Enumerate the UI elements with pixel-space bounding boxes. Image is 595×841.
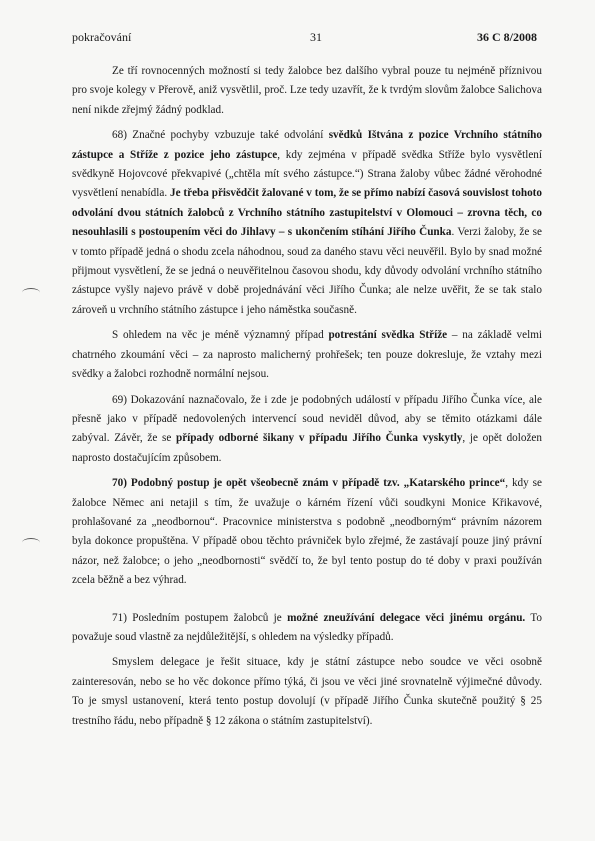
- bold-text: možné zneužívání delegace věci jinému orgánu.: [287, 611, 526, 624]
- paragraph: [72, 391, 542, 469]
- bold-text: potrestání svědka Stříže: [328, 329, 448, 342]
- page-number: 31: [310, 30, 322, 44]
- page-header: [72, 30, 537, 46]
- paragraph: [72, 474, 542, 590]
- document-body: [72, 62, 542, 737]
- text-segment: Ze tří rovnocenných možností si tedy žalobce bez dalšího vybral pouze tu nejméně příznivou pro svoje kolegy v Přerově, aniž vysvětlil, proč. Lze tedy uzavřít, že k tvrdým slovům žalobce Salichova není nikde zřejmý žádný podklad.: [72, 65, 542, 116]
- paragraph: [72, 62, 542, 120]
- text-segment: Smyslem delegace je řešit situace, kdy je státní zástupce nebo soudce ve věci osobně zainteresován, nebo se ho věc dokonce přímo týká, či jsou ve věci jiné srovnatelně výjimečné důvody. To je smysl ustanovení, která tento postup dovolují (v případě Jiřího Čunka skutečně použitý § 25 trestního řádu, nebo případně § 12 zákona o státním zastupitelství).: [72, 656, 542, 727]
- text-segment: . Verzi žaloby, že se v tomto případě jedná o shodu zcela náhodnou, soud za daného stavu věci neuvěřil. Bylo by snad možné přijmout vysvětlení, že se jedná o neuvěřitelnou časovou shodu, kdy důvody odvolání vrchního státního zástupce vyšly najevo právě v době projednávání věci Jiřího Čunka; ale nelze uvěřit, že se tak stalo zároveň u vrchního státního zástupce i jeho náměstka současně.: [72, 226, 542, 316]
- margin-mark: [22, 288, 40, 297]
- paragraph: [72, 126, 542, 320]
- case-number: 36 C 8/2008: [477, 30, 537, 44]
- bold-text: svědků Ištvána z pozice Vrchního státního zástupce a Stříže z pozice jeho zástupce: [72, 129, 542, 161]
- bold-text: Je třeba přisvědčit žalované v tom, že se přímo nabízí časová souvislost tohoto odvolání dvou státních žalobců z Vrchního státního zastupitelství v Olomouci – zrovna těch, co nesouhlasili s postoupením věci do Jihlavy – s ukončením stíhání Jiřího Čunka: [72, 187, 542, 239]
- bold-text: případy odborné šikany v případu Jiřího Čunka vyskytly: [175, 432, 463, 445]
- text-segment: 69) Dokazování naznačovalo, že i zde je podobných událostí v případu Jiřího Čunka více, ale přesně jako v případě nedovolených intervencí soud neviděl důvod, aby se těmito otázkami dále zabýval. Závěr, že se: [72, 393, 542, 445]
- text-segment: – na základě velmi chatrného zkoumání věci – za naprosto malicherný prohřešek; ten pouze dokresluje, že vztahy mezi svědky a žalobci rozhodně normální nejsou.: [72, 329, 543, 381]
- paragraph: [72, 326, 542, 384]
- text-segment: S ohledem na věc je méně významný případ: [112, 329, 329, 342]
- text-segment: , kdy zejména v případě svědka Stříže bylo vysvětlení svědkyně Hojovcové překvapivé („chtěla mít svého zástupce.“) Strana žaloby vůbec žádné věrohodné vysvětlení nenabídla.: [72, 148, 542, 200]
- text-segment: , je opět doložen naprosto dostačujícím způsobem.: [72, 432, 542, 464]
- text-segment: 71) Posledním postupem žalobců je: [112, 611, 288, 624]
- continuation-label: pokračování: [72, 30, 132, 44]
- paragraph: [72, 609, 542, 648]
- text-segment: , kdy se žalobce Němec ani netajil s tím, že uvažuje o kárném řízení vůči soudkyni Monice Křikavové, prohlašované za „neodbornou“. Pracovnice ministerstva s podobně „neodborným“ právním názorem byla dokonce propuštěna. V případě obou těchto právniček bylo zřejmé, že zastávají pouze jiný právní názor, než žalobce; o jeho „neodbornosti“ svědčí to, že byl tento postup do té doby v praxi používán zcela běžně a bez výhrad.: [72, 477, 543, 587]
- paragraph: [72, 653, 542, 731]
- text-segment: To považuje soud vlastně za nejdůležitější, s ohledem na výsledky případů.: [72, 611, 542, 643]
- text-segment: 68) Značné pochyby vzbuzuje také odvolání: [112, 129, 329, 142]
- bold-text: 70) Podobný postup je opět všeobecně znám v případě tzv. „Katarského prince“: [112, 477, 506, 490]
- margin-mark: [22, 538, 40, 547]
